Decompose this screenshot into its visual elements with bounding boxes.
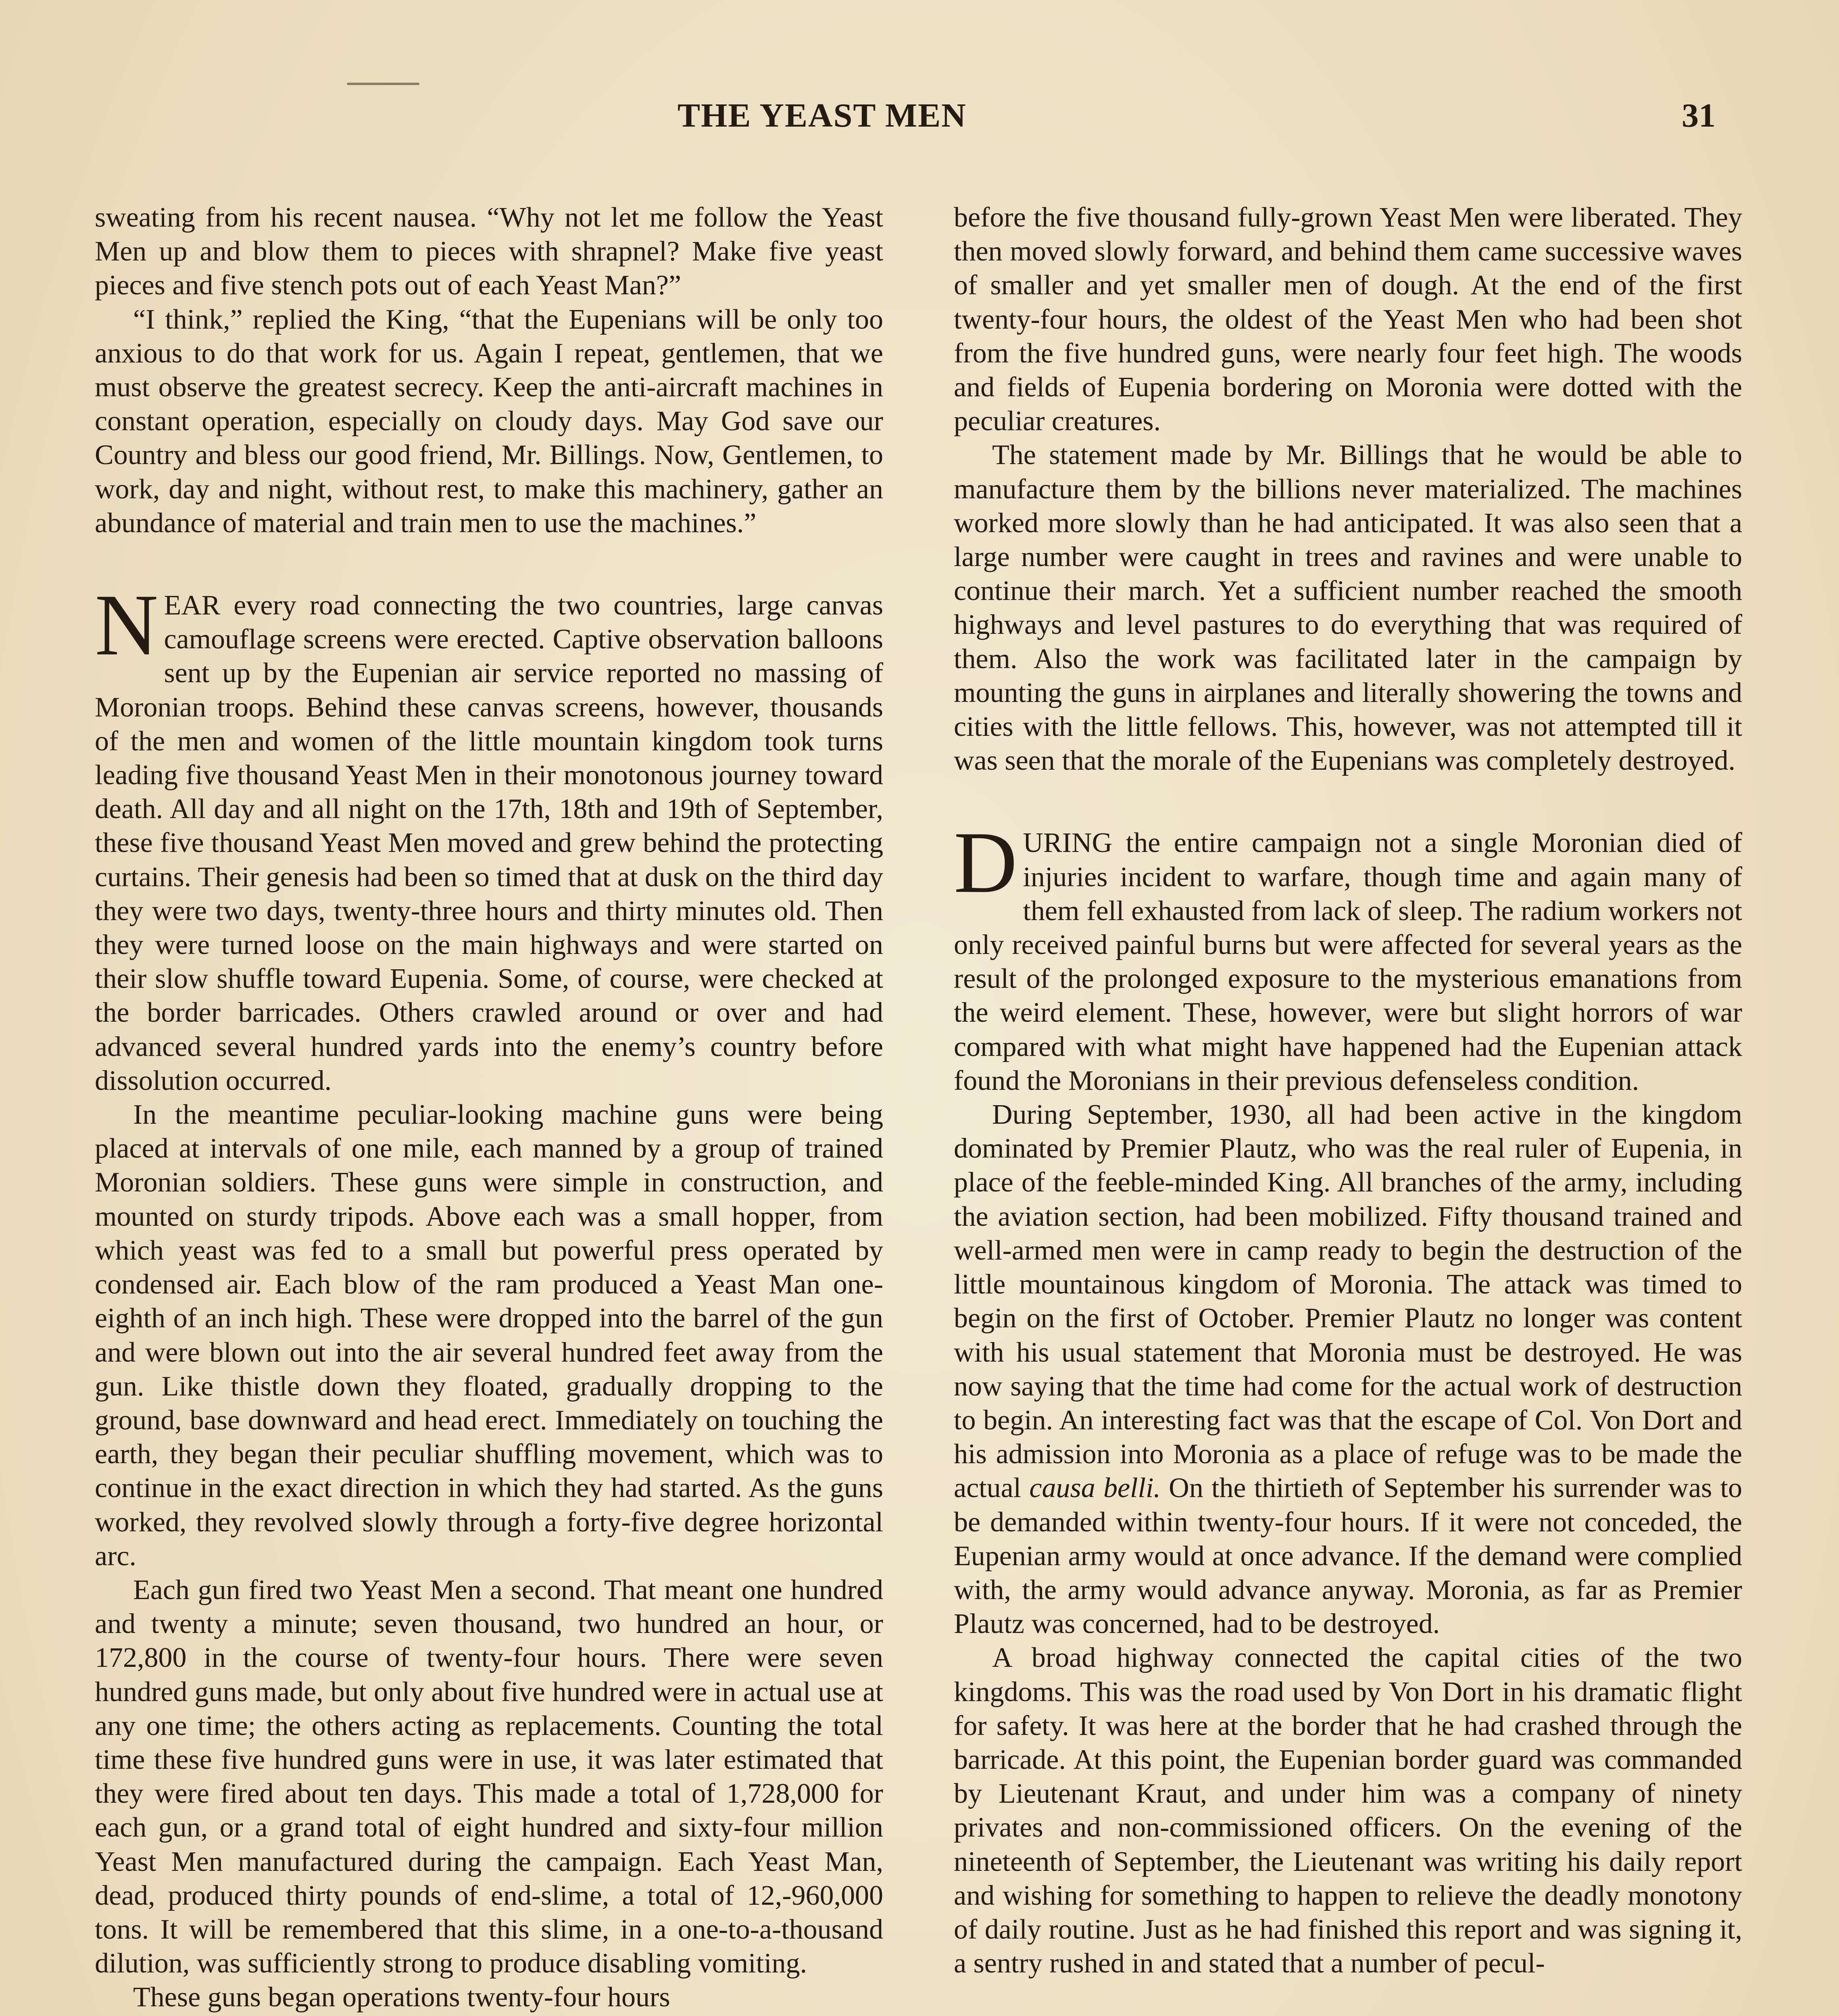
paragraph-text: URING the entire campaign not a single Moronian died of injuries incident to warfare, though time and again many of them fell exhausted from lack of sleep. The radium workers not only received painful burns but were affected for several years as the result of the prolonged exposure to the mysterious emanations from the weird element. These, however, were but slight horrors of war compared with what might have happened had the Eupenian attack found the Moronians in their previous defenseless condition. <box>954 827 1742 1096</box>
paragraph: In the meantime peculiar-looking machine guns were being placed at intervals of one mile, each manned by a group of trained Moronian soldiers. These guns were simple in construction, and mounted on sturdy tripods. Above each was a small hopper, from which yeast was fed to a small but powerful press operated by condensed air. Each blow of the ram produced a Yeast Man one-eighth of an inch high. These were dropped into the barrel of the gun and were blown out into the air several hundred feet away from the gun. Like thistle down they floated, gradually dropping to the ground, base downward and head erect. Immediately on touching the earth, they began their peculiar shuffling movement, which was to continue in the exact direction in which they had started. As the guns worked, they revolved slowly through a forty-five degree horizontal arc. <box>95 1099 883 1572</box>
left-column <box>95 201 883 2015</box>
drop-cap: N <box>95 577 158 674</box>
paragraph: Each gun fired two Yeast Men a second. That meant one hundred and twenty a minute; seven thousand, two hundred an hour, or 172,800 in the course of twenty-four hours. There were seven hundred guns made, but only about five hundred were in actual use at any one time; the others acting as replacements. Counting the total time these five hundred guns were in use, it was later estimated that they were fired about ten days. This made a total of 1,728,000 for each gun, or a grand total of eight hundred and sixty-four million Yeast Men manufactured during the campaign. Each Yeast Man, dead, produced thirty pounds of end-slime, a total of 12,-960,000 tons. It will be remembered that this slime, in a one-to-a-thousand dilution, was sufficiently strong to produce disabling vomiting. <box>95 1574 883 1979</box>
header-ink-mark <box>347 83 419 85</box>
paragraph-text: On the thirtieth of September his surrender was to be demanded within twenty-four hours. If it were not conceded, the Eupenian army would at once advance. If the demand were complied with, the army would advance anyway. Moronia, as far as Premier Plautz was concerned, had to be destroyed. <box>954 1472 1742 1640</box>
right-column <box>954 201 1742 1981</box>
section-paragraph <box>95 577 883 1098</box>
paragraph <box>954 1098 1742 1641</box>
paragraph: “I think,” replied the King, “that the Eupenians will be only too anxious to do that work for us. Again I repeat, gentlemen, that we must observe the greatest secrecy. Keep the anti-aircraft machines in constant operation, especially on cloudy days. May God save our Country and bless our good friend, Mr. Billings. Now, Gentlemen, to work, day and night, without rest, to make this machinery, gather an abundance of material and train men to use the machines.” <box>95 304 883 539</box>
section-paragraph <box>954 814 1742 1098</box>
page-number: 31 <box>1682 97 1716 134</box>
paragraph: before the five thousand fully-grown Yeast Men were liberated. They then moved slowly forward, and behind them came successive waves of smaller and yet smaller men of dough. At the end of the first twenty-four hours, the oldest of the Yeast Men who had been shot from the five hundred guns, were nearly four feet high. The woods and fields of Eupenia bordering on Moronia were dotted with the peculiar creatures. <box>954 202 1742 437</box>
paragraph: These guns began operations twenty-four hours <box>133 1982 670 2013</box>
paragraph: The statement made by Mr. Billings that he would be able to manufacture them by the billions never materialized. The machines worked more slowly than he had anticipated. It was also seen that a large number were caught in trees and ravines and were unable to continue their march. Yet a sufficient number reached the smooth highways and level pastures to do everything that was required of them. Also the work was facilitated later in the campaign by mounting the guns in airplanes and literally showering the towns and cities with the little fellows. This, however, was not attempted till it was seen that the morale of the Eupenians was completely destroyed. <box>954 439 1742 777</box>
italic-phrase: causa belli. <box>1029 1472 1161 1504</box>
paragraph: A broad highway connected the capital cities of the two kingdoms. This was the road used by Von Dort in his dramatic flight for safety. It was here at the border that he had crashed through the barricade. At this point, the Eupenian border guard was commanded by Lieutenant Kraut, and under him was a company of ninety privates and non-commissioned officers. On the evening of the nineteenth of September, the Lieutenant was writing his daily report and wishing for something to happen to relieve the deadly monotony of daily routine. Just as he had finished this report and was signing it, a sentry rushed in and stated that a number of pecul- <box>954 1642 1742 1979</box>
paragraph: sweating from his recent nausea. “Why not let me follow the Yeast Men up and blow them to pieces with shrapnel? Make five yeast pieces and five stench pots out of each Yeast Man?” <box>95 202 883 301</box>
running-title: THE YEAST MEN <box>678 97 967 134</box>
paragraph-text: During September, 1930, all had been active in the kingdom dominated by Premier Plautz, who was the real ruler of Eupenia, in place of the feeble-minded King. All branches of the army, including the aviation section, had been mobilized. Fifty thousand trained and well-armed men were in camp ready to begin the destruction of the little mountainous kingdom of Moronia. The attack was timed to begin on the first of October. Premier Plautz no longer was content with his usual statement that Moronia must be destroyed. He was now saying that the time had come for the actual work of destruction to begin. An interesting fact was that the escape of Col. Von Dort and his admission into Moronia as a place of refuge was to be made the actual <box>954 1099 1742 1504</box>
paragraph-text: EAR every road connecting the two countries, large canvas camouflage screens were erected. Captive observation balloons sent up by the Eupenian air service reported no massing of Moronian troops. Behind these canvas screens, however, thousands of the men and women of the little mountain kingdom took turns leading five thousand Yeast Men in their monotonous journey toward death. All day and all night on the 17th, 18th and 19th of September, these five thousand Yeast Men moved and grew behind the protecting curtains. Their genesis had been so timed that at dusk on the third day they were two days, twenty-three hours and thirty minutes old. Then they were turned loose on the main highways and were started on their slow shuffle toward Eupenia. Some, of course, were checked at the border barricades. Others crawled around or over and had advanced several hundred yards into the enemy’s country before dissolution occurred. <box>95 590 883 1096</box>
drop-cap: D <box>954 814 1017 912</box>
